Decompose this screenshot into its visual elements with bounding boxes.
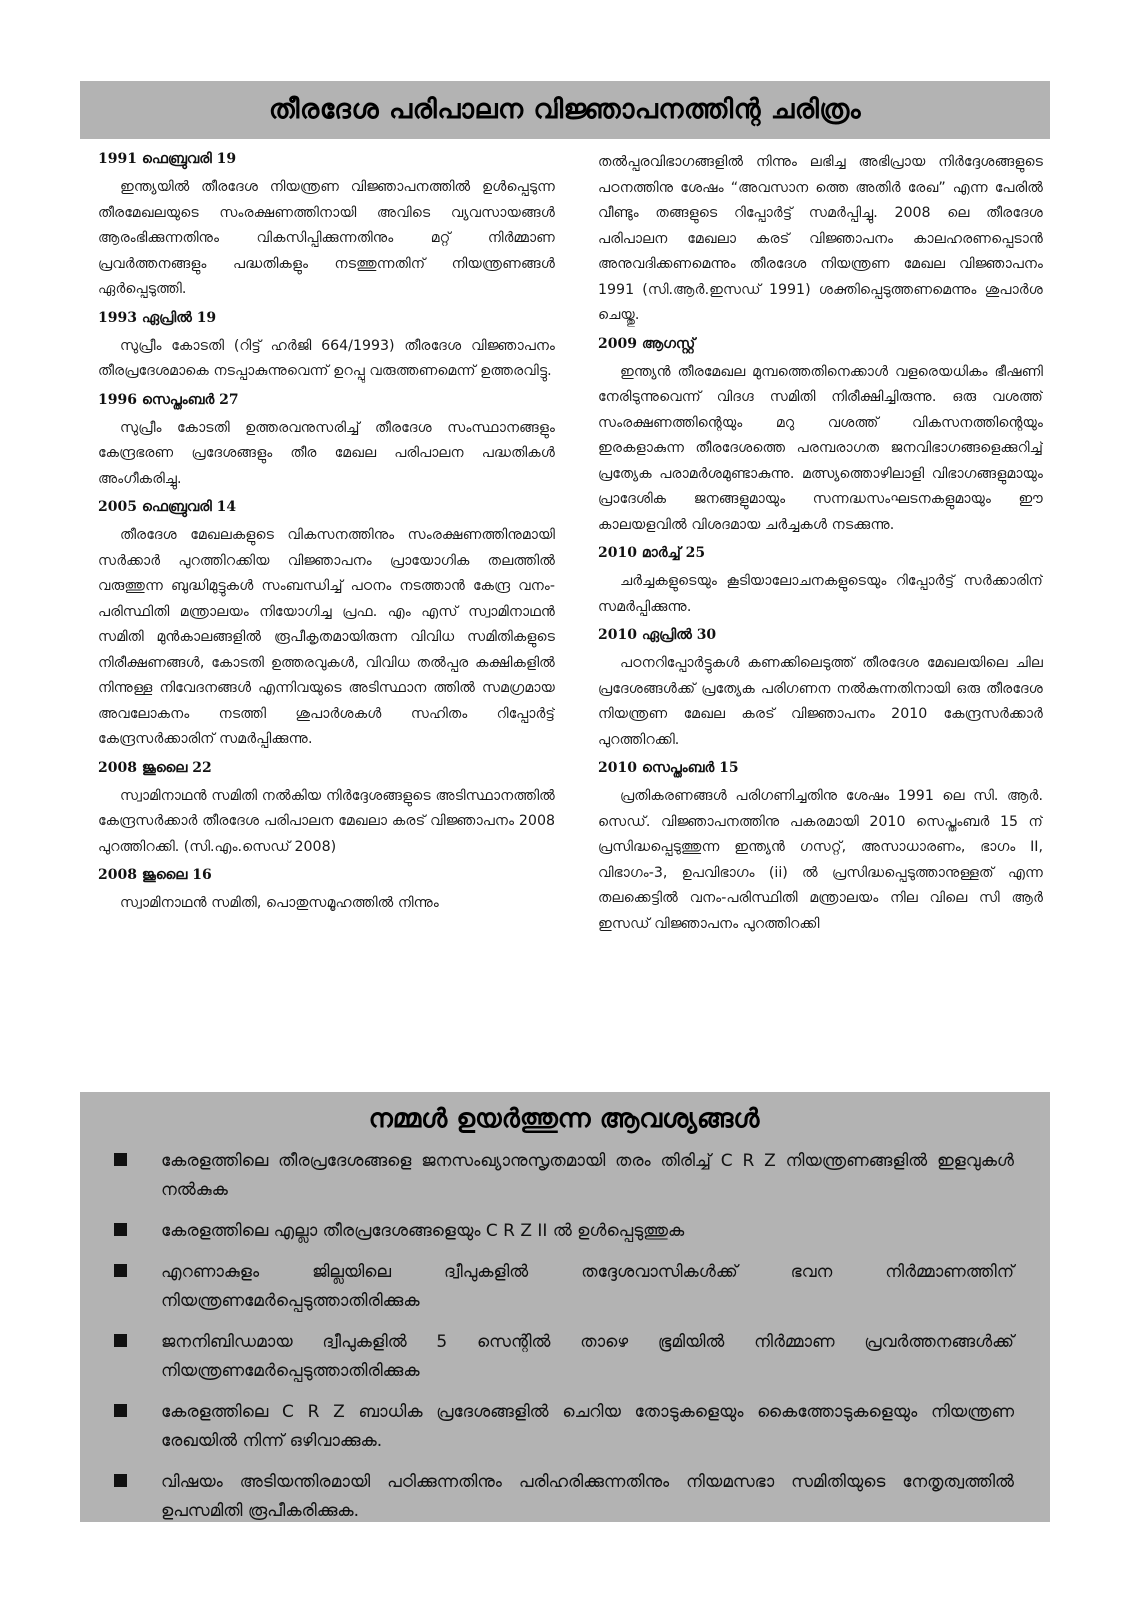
entry-text: സ്വാമിനാഥൻ സമിതി, പൊതുസമൂഹത്തിൽ നിന്നും: [120, 895, 439, 911]
entry-text: ഇന്ത്യയിൽ തീരദേശ നിയന്ത്രണ വിജ്ഞാപനത്തിൽ ഉൾപ്പെടുന്ന തീരമേഖലയുടെ സംരക്ഷണത്തിനായി അവിടെ വ്യവസായങ്ങൾ ആരംഭിക്കുന്നതിനും വികസിപ്പിക്കുന്നതിനും മറ്റ് നിർമ്മാണ പ്രവർത്തനങ്ങളും പദ്ധതികളും നടത്തുന്നതിന് നിയന്ത്രണങ്ങൾ ഏർപ്പെടുത്തി.: [98, 179, 555, 297]
history-entry: [98, 759, 555, 861]
entry-date: 2005 ഫെബ്രുവരി 14: [98, 499, 237, 515]
entry-text: പഠനറിപ്പോർട്ടുകൾ കണക്കിലെടുത്ത് തീരദേശ മേഖലയിലെ ചില പ്രദേശങ്ങൾക്ക് പ്രത്യേക പരിഗണന നൽകുന്നതിനായി ഒരു തീരദേശ നിയന്ത്രണ മേഖല കരട് വിജ്ഞാപനം 2010 കേന്ദ്രസർക്കാർ പുറത്തിറക്കി.: [598, 655, 1043, 748]
entry-text: തീരദേശ മേഖലകളുടെ വികസനത്തിനും സംരക്ഷണത്തിനുമായി സർക്കാർ പുറത്തിറക്കിയ വിജ്ഞാപനം പ്രായോഗിക തലത്തിൽ വരുത്തുന്ന ബുദ്ധിമുട്ടുകൾ സംബന്ധിച്ച് പഠനം നടത്താൻ കേന്ദ്ര വനം-പരിസ്ഥിതി മന്ത്രാലയം നിയോഗിച്ച പ്രഫ. എം എസ് സ്വാമിനാഥൻ സമിതി മുൻകാലങ്ങളിൽ രൂപീകൃതമായിരുന്ന വിവിധ സമിതികളുടെ നിരീക്ഷണങ്ങൾ, കോടതി ഉത്തരവുകൾ, വിവിധ തൽപ്പര കക്ഷികളിൽ നിന്നുള്ള നിവേദനങ്ങൾ എന്നിവയുടെ അടിസ്ഥാന ത്തിൽ സമഗ്രമായ അവലോകനം നടത്തി ശുപാർശകൾ സഹിതം റിപ്പോർട്ട് കേന്ദ്രസർക്കാരിന് സമർപ്പിക്കുന്നു.: [98, 527, 555, 747]
entry-date: 2008 ജൂലൈ 22: [98, 759, 212, 776]
list-item: [114, 1147, 1014, 1205]
entry-text: ചർച്ചകളുടെയും കൂടിയാലോചനകളുടെയും റിപ്പോർട്ട് സർക്കാരിന് സമർപ്പിക്കുന്നു.: [598, 573, 1043, 615]
demands-panel: [80, 1092, 1050, 1522]
entry-date: 1993 ഏപ്രിൽ 19: [98, 309, 217, 326]
demand-text: കേരളത്തിലെ തീരപ്രദേശങ്ങളെ ജനസംഖ്യാനുസൃതമായി തരം തിരിച്ച് C R Z നിയന്ത്രണങ്ങളിൽ ഇളവുകൾ നൽകുക: [161, 1151, 1014, 1200]
square-bullet-icon: [114, 1223, 127, 1236]
entry-text: സുപ്രീം കോടതി (റിട്ട് ഹർജി 664/1993) തീരദേശ വിജ്ഞാപനം തീരപ്രദേശമാകെ നടപ്പാകുന്നുവെന്ന് ഉറപ്പു വരുത്തണമെന്ന് ഉത്തരവിട്ടു.: [98, 337, 555, 379]
history-entry-continued: [598, 150, 1043, 329]
entry-date: 1991 ഫെബ്രുവരി 19: [98, 151, 237, 167]
list-item: [114, 1398, 1014, 1456]
demands-title: നമ്മൾ ഉയർത്തുന്ന ആവശ്യങ്ങൾ: [368, 1104, 760, 1134]
page-title: തീരദേശ പരിപാലന വിജ്ഞാപനത്തിന്റ ചരിത്രം: [268, 94, 862, 125]
history-entry: [598, 544, 1043, 620]
history-left-column: [98, 150, 555, 1086]
history-entry: [98, 498, 555, 753]
demand-text: കേരളത്തിലെ എല്ലാ തീരപ്രദേശങ്ങളെയും C R Z II ൽ ഉൾപ്പെടുത്തുക: [161, 1221, 685, 1241]
title-banner: [80, 81, 1050, 139]
history-entry: [598, 759, 1043, 937]
demand-list: [114, 1147, 1014, 1526]
entry-text: സുപ്രീം കോടതി ഉത്തരവനുസരിച്ച് തീരദേശ സംസ്ഥാനങ്ങളും കേന്ദ്രഭരണ പ്രദേശങ്ങളും തീര മേഖല പരിപാലന പദ്ധതികൾ അംഗീകരിച്ചു.: [98, 419, 555, 487]
entry-date: 2009 ആഗസ്റ്റ്: [598, 335, 696, 352]
demand-text: എറണാകുളം ജില്ലയിലെ ദ്വീപുകളിൽ തദ്ദേശവാസികൾക്ക് ഭവന നിർമ്മാണത്തിന് നിയന്ത്രണമേർപ്പെടുത്താതിരിക്കുക: [161, 1262, 1014, 1311]
history-entry: [98, 150, 555, 303]
history-right-column: [598, 150, 1043, 1086]
entry-text: തൽപ്പരവിഭാഗങ്ങളിൽ നിന്നും ലഭിച്ച അഭിപ്രായ നിർദ്ദേശങ്ങളുടെ പഠനത്തിനു ശേഷം “അവസാന ത്തെ അതിർ രേഖ” എന്ന പേരിൽ വീണ്ടും തങ്ങളുടെ റിപ്പോർട്ട് സമർപ്പിച്ചു. 2008 ലെ തീരദേശ പരിപാലന മേഖലാ കരട് വിജ്ഞാപനം കാലഹരണപ്പെടാൻ അനുവദിക്കണമെന്നും തീരദേശ നിയന്ത്രണ മേഖല വിജ്ഞാപനം 1991 (സി.ആർ.ഇസഡ് 1991) ശക്തിപ്പെടുത്തണമെന്നും ശുപാർശ ചെയ്തു.: [598, 154, 1043, 323]
entry-date: 2010 മാർച്ച് 25: [598, 545, 706, 561]
square-bullet-icon: [114, 1404, 127, 1417]
list-item: [114, 1468, 1014, 1526]
demand-text: കേരളത്തിലെ C R Z ബാധിക പ്രദേശങ്ങളിൽ ചെറിയ തോടുകളെയും കൈത്തോടുകളെയും നിയന്ത്രണ രേഖയിൽ നിന്ന് ഒഴിവാക്കുക.: [161, 1402, 1014, 1451]
history-entry: [98, 309, 555, 385]
history-entry: [98, 866, 555, 917]
history-entry: [598, 335, 1043, 539]
demand-text: വിഷയം അടിയന്തിരമായി പഠിക്കുന്നതിനും പരിഹരിക്കുന്നതിനും നിയമസഭാ സമിതിയുടെ നേതൃത്വത്തിൽ ഉപസമിതി രൂപീകരിക്കുക.: [161, 1472, 1014, 1521]
square-bullet-icon: [114, 1474, 127, 1487]
entry-text: സ്വാമിനാഥൻ സമിതി നൽകിയ നിർദ്ദേശങ്ങളുടെ അടിസ്ഥാനത്തിൽ കേന്ദ്രസർക്കാർ തീരദേശ പരിപാലന മേഖലാ കരട് വിജ്ഞാപനം 2008 പുറത്തിറക്കി. (സി.എം.സെഡ് 2008): [98, 787, 555, 855]
list-item: [114, 1328, 1014, 1386]
entry-date: 2008 ജൂലൈ 16: [98, 867, 212, 883]
entry-date: 1996 സെപ്തംബർ 27: [98, 391, 239, 408]
square-bullet-icon: [114, 1153, 127, 1166]
square-bullet-icon: [114, 1334, 127, 1347]
list-item: [114, 1217, 1014, 1246]
history-entry: [598, 626, 1043, 753]
entry-date: 2010 ഏപ്രിൽ 30: [598, 627, 717, 643]
demand-text: ജനനിബിഡമായ ദ്വീപുകളിൽ 5 സെന്റിൽ താഴെ ഭൂമിയിൽ നിർമ്മാണ പ്രവർത്തനങ്ങൾക്ക് നിയന്ത്രണമേർപ്പെടുത്താതിരിക്കുക: [161, 1332, 1014, 1381]
list-item: [114, 1258, 1014, 1316]
square-bullet-icon: [114, 1264, 127, 1277]
entry-date: 2010 സെപ്തംബർ 15: [598, 760, 739, 776]
history-entry: [98, 391, 555, 493]
entry-text: ഇന്ത്യൻ തീരമേഖല മുമ്പത്തെതിനെക്കാൾ വളരെയധികം ഭീഷണി നേരിടുന്നുവെന്ന് വിദഗ്ദ സമിതി നിരീക്ഷിച്ചിരുന്നു. ഒരു വശത്ത് സംരക്ഷണത്തിന്റെയും മറു വശത്ത് വികസനത്തിന്റെയും ഇരകളാകുന്ന തീരദേശത്തെ പരമ്പരാഗത ജനവിഭാഗങ്ങളെക്കുറിച്ച് പ്രത്യേക പരാമർശമുണ്ടാകുന്നു. മത്സ്യത്തൊഴിലാളി വിഭാഗങ്ങളുമായും പ്രാദേശിക ജനങ്ങളുമായും സന്നദ്ധസംഘടനകളുമായും ഈ കാലയളവിൽ വിശദമായ ചർച്ചകൾ നടക്കുന്നു.: [598, 363, 1043, 533]
entry-text: പ്രതികരണങ്ങൾ പരിഗണിച്ചതിനു ശേഷം 1991 ലെ സി. ആർ. സെഡ്. വിജ്ഞാപനത്തിനു പകരമായി 2010 സെപ്തംബർ 15 ന് പ്രസിദ്ധപ്പെടുത്തുന്ന ഇന്ത്യൻ ഗസറ്റ്, അസാധാരണം, ഭാഗം II, വിഭാഗം-3, ഉപവിഭാഗം (ii) ൽ പ്രസിദ്ധപ്പെടുത്താനുള്ളത് എന്ന തലക്കെട്ടിൽ വനം-പരിസ്ഥിതി മന്ത്രാലയം നില വിലെ സി ആർ ഇസഡ് വിജ്ഞാപനം പുറത്തിറക്കി: [598, 788, 1043, 932]
